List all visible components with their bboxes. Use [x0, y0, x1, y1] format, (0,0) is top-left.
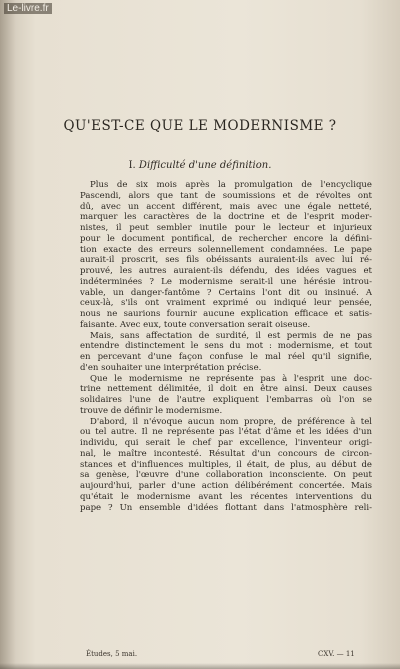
text-line: nal, le maître incontesté. Résultat d'un concours de circon-	[80, 448, 372, 459]
text-line: dû, avec un accent différent, mais avec une égale netteté,	[80, 201, 372, 212]
text-line: trine nettement délimitée, il doit en être ainsi. Deux causes	[80, 384, 372, 395]
text-line: qu'était le modernisme avant les récentes interventions du	[80, 491, 372, 502]
page-title: QU'EST-CE QUE LE MODERNISME ?	[63, 118, 337, 134]
text-line: pour le document pontifical, de rechercher encore la défini-	[80, 233, 372, 244]
text-line: ceux-là, s'ils ont vraiment exprimé ou indiqué leur pensée,	[80, 298, 372, 309]
text-line: nous ne saurions fournir aucune explication efficace et satis-	[80, 309, 372, 319]
text-line: aujourd'hui, parler d'une action délibérément concertée. Mais	[80, 481, 372, 491]
body-text	[80, 180, 372, 513]
text-line: D'abord, il n'évoque aucun nom propre, de préférence à tel	[90, 416, 372, 427]
text-line: faisante. Avec eux, toute conversation serait oiseuse.	[80, 319, 311, 330]
text-line: Que le modernisme ne représente pas à l'esprit une doc-	[90, 373, 372, 384]
text-line: Plus de six mois après la promulgation de l'encyclique	[90, 180, 372, 190]
text-line: stances et d'influences multiples, il était, de plus, au début de	[80, 459, 372, 470]
section-number: I.	[128, 160, 136, 171]
text-line: Pascendi, alors que tant de soumissions et de révoltes ont	[80, 190, 372, 201]
footer-journal-date: Études, 5 mai.	[86, 650, 138, 658]
text-line: tion exacte des erreurs solennellement condamnées. Le pape	[80, 244, 372, 255]
text-line: d'en souhaiter une interprétation précise.	[80, 362, 262, 373]
text-line: individu, qui serait le chef par excellence, l'inventeur origi-	[80, 438, 372, 448]
text-line: prouvé, les autres auraient-ils défendu, des idées vagues et	[80, 266, 372, 276]
footer-volume-signature: CXV. — 11	[318, 650, 355, 658]
page-edge-shadow	[0, 663, 400, 669]
text-line: nistes, il peut sembler inutile pour le lecteur et injurieux	[80, 223, 372, 233]
text-line: ou tel autre. Il ne représente pas l'état d'âme et les idées d'un	[80, 427, 372, 438]
section-heading	[0, 160, 400, 171]
watermark: Le-livre.fr	[4, 3, 52, 14]
text-line: pape ? Un ensemble d'idées flottant dans l'atmosphère reli-	[80, 502, 372, 513]
text-line: aurait-il proscrit, ses fils obéissants auraient-ils avec lui ré-	[80, 255, 372, 266]
text-line: marquer les caractères de la doctrine et de l'esprit moder-	[80, 212, 372, 223]
section-title: Difficulté d'une définition.	[138, 160, 272, 171]
text-line: en percevant d'une façon confuse le mal réel qu'il signifie,	[80, 352, 372, 362]
text-line: vable, un danger-fantôme ? Certains l'ont dit ou insinué. A	[80, 287, 372, 298]
text-line: entendre distinctement le sens du mot : modernisme, et tout	[80, 341, 372, 352]
text-line: Mais, sans affectation de surdité, il est permis de ne pas	[90, 330, 372, 341]
text-line: solidaires l'une de l'autre expliquent l'embarras où l'on se	[80, 395, 372, 405]
text-line: sa genèse, l'œuvre d'une collaboration inconsciente. On peut	[80, 470, 372, 481]
text-line: indéterminées ? Le modernisme serait-il une hérésie introu-	[80, 276, 372, 287]
text-line: trouve de définir le modernisme.	[80, 405, 223, 416]
